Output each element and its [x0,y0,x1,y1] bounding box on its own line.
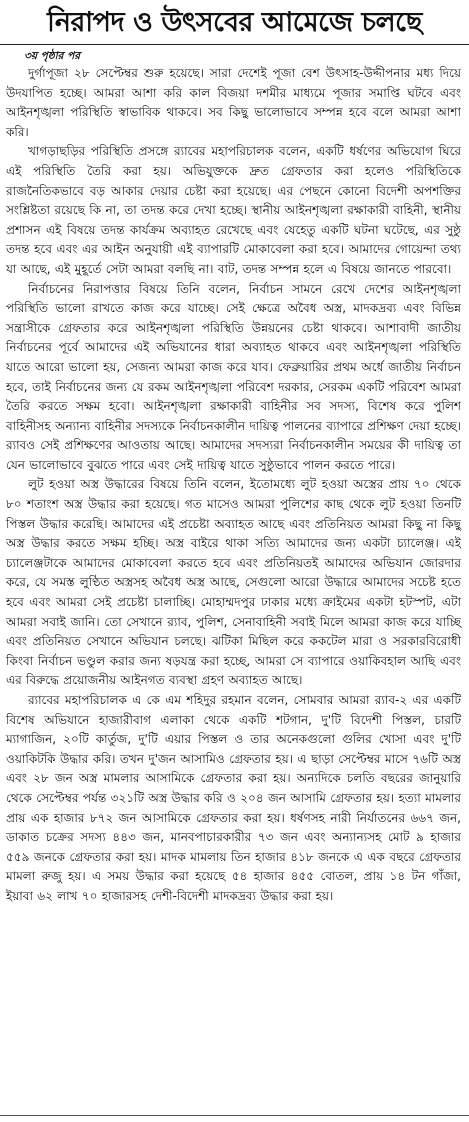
bottom-divider [0,1115,469,1116]
headline: নিরাপদ ও উৎসবের আমেজে চলছে [0,0,469,45]
continued-from-label: ৩য় পৃষ্ঠার পর [24,50,81,62]
article-paragraph: লুট হওয়া অস্ত্র উদ্ধারের বিষয়ে তিনি বলেন, ইতোমধ্যে লুট হওয়া অস্ত্রের প্রায় ৭০ থেকে ৮০ শতাংশ অস্ত্র উদ্ধার করা হয়েছে। গত মাসেও আমরা পুলিশের কাছ থেকে লুট হওয়া তিনটি পিস্তল উদ্ধার করেছি। আমাদের এই প্রচেষ্টা অব্যাহত আছে এবং প্রতিনিয়ত আমরা কিছু না কিছু অস্ত্র উদ্ধার করতে সক্ষম হচ্ছি। অস্ত্র বাইরে থাকা সত্যি আমাদের জন্য একটা চ্যালেঞ্জ। এই চ্যালেঞ্জটাকে আমাদের মোকাবেলা করতে হবে এবং প্রতিনিয়তই আমাদের অভিযান জোরদার করে, যে সমস্ত লুণ্ঠিত অস্ত্রসহ অবৈধ অস্ত্র আছে, সেগুলো আরো উদ্ধারে আমাদের সচেষ্ট হতে হবে এবং আমরা সেই প্রচেষ্টা চালাচ্ছি। মোহাম্মদপুর ঢাকার মধ্যে ক্রাইমের একটা হটস্পট, এটা আমরা সবাই জানি। তো সেখানে র‍্যাব, পুলিশ, সেনাবাহিনী সবাই মিলে আমরা কাজ করে যাচ্ছি এবং প্রতিনিয়ত সেখানে অভিযান চলছে। ঝটিকা মিছিল করে ককটেল মারা ও সরকারবিরোধী কিংবা নির্বাচন ভণ্ডুল করার জন্য ষড়যন্ত্র করা হচ্ছে, আমরা সে ব্যাপারে ওয়াকিবহাল আছি এবং এর বিরুদ্ধে প্রয়োজনীয় আইনগত ব্যবস্থা গ্রহণ অব্যাহত আছে। [6,477,461,688]
article-paragraph: নির্বাচনের নিরাপত্তার বিষয়ে তিনি বলেন, নির্বাচন সামনে রেখে দেশের আইনশৃঙ্খলা পরিস্থিতি ভালো রাখতে কাজ করে যাচ্ছে। সেই ক্ষেত্রে অবৈধ অস্ত্র, মাদকদ্রব্য এবং বিভিন্ন সন্ত্রাসীকে গ্রেফতার করে আইনশৃঙ্খলা পরিস্থিতি উন্নয়নের চেষ্টা থাকবে। আশাবাদী জাতীয় নির্বাচনের পূর্বে আমাদের এই অভিযানের ধারা অব্যাহত থাকবে এবং আইনশৃঙ্খলা পরিস্থিতি যাতে আরো ভালো হয়, সেজন্য আমরা কাজ করে যাব। ফেব্রুয়ারির প্রথম অর্ধে জাতীয় নির্বাচন হবে, তাই নির্বাচনের জন্য যে রকম আইনশৃঙ্খলা পরিবেশ দরকার, সেরকম একটি পরিবেশ আমরা তৈরি করতে সক্ষম হবো। আইনশৃঙ্খলা রক্ষাকারী বাহিনীর সব সদস্য, বিশেষ করে পুলিশ বাহিনীসহ অন্যান্য বাহিনীর সদস্যকে নির্বাচনকালীন দায়িত্ব পালনের ব্যাপারে প্রশিক্ষণ দেয়া হচ্ছে। র‍্যাবও সেই প্রশিক্ষণের আওতায় আছে। আমাদের সদস্যরা নির্বাচনকালীন সময়ের কী দায়িত্ব তা যেন ভালোভাবে বুঝতে পারে এবং সেই দায়িত্ব যাতে সুষ্ঠুভাবে পালন করতে পারে। [6,281,461,472]
article-paragraph: দুর্গাপূজা ২৮ সেপ্টেম্বর শুরু হয়েছে। সারা দেশেই পূজা বেশ উৎসাহ-উদ্দীপনার মধ্য দিয়ে উদযাপিত হচ্ছে। আমরা আশা করি কাল বিজয়া দশমীর মাধ্যমে পূজার সমাপ্তি ঘটবে এবং আইনশৃঙ্খলা পরিস্থিতি স্বাভাবিক থাকবে। সব কিছু ভালোভাবে সম্পন্ন হবে বলে আমরা আশা করি। [6,66,461,139]
article-paragraph: খাগড়াছড়ির পরিস্থিতি প্রসঙ্গে র‍্যাবের মহাপরিচালক বলেন, একটি ধর্ষণের অভিযোগ ঘিরে এই পরিস্থিতি তৈরি করা হয়। অভিযুক্তকে দ্রুত গ্রেফতার করা হলেও পরিস্থিতিকে রাজনৈতিকভাবে বড় আকার দেয়ার চেষ্টা করা হয়েছে। এর পেছনে কোনো বিদেশী অপশক্তির সংশ্লিষ্টতা রয়েছে কি না, তা তদন্ত করে দেখা হচ্ছে। স্থানীয় আইনশৃঙ্খলা রক্ষাকারী বাহিনী, স্থানীয় প্রশাসন এই বিষয়ে তদন্ত কার্যক্রম অব্যাহত রেখেছে এবং যেহেতু একটি ঘটনা ঘটেছে, এর সুষ্ঠু তদন্ত হবে এবং এর আইন অনুযায়ী এই ব্যাপারটি মোকাবেলা করা হবে। আমাদের গোয়েন্দা তথ্য যা আছে, এই মুহূর্তে সেটা আমরা বলছি না। বাট, তদন্ত সম্পন্ন হলে এ বিষয়ে জানতে পারবো। [6,144,461,276]
article-body [0,64,469,907]
article-paragraph: র‍্যাবের মহাপরিচালক এ কে এম শহিদুর রহমান বলেন, সোমবার আমরা র‍্যাব-২ এর একটি বিশেষ অভিযানে হাজারীবাগ এলাকা থেকে একটি শটগান, দু'টি বিদেশী পিস্তল, চারটি ম্যাগাজিন, ২০টি কার্তুজ, দু'টি এয়ার পিস্তল ও তার অনেকগুলো গুলির খোসা এবং দু'টি ওয়াকিটকি উদ্ধার করি। তখন দু'জন আসামিও গ্রেফতার হয়। এ ছাড়া সেপ্টেম্বর মাসে ৭৬টি অস্ত্র এবং ২৮ জন অস্ত্র মামলার আসামিকে গ্রেফতার করা হয়। অন্যদিকে চলতি বছরের জানুয়ারি থেকে সেপ্টেম্বর পর্যন্ত ৩২১টি অস্ত্র উদ্ধার করি ও ২০৪ জন আসামি গ্রেফতার হয়। হত্যা মামলার প্রায় এক হাজার ৮৭২ জন আসামিকে গ্রেফতার করা হয়। ধর্ষণসহ নারী নির্যাতনের ৬৬৭ জন, ডাকাত চক্রের সদস্য ৪৪৩ জন, মানবপাচারকারীর ৭৩ জন এবং অন্যান্যসহ মোট ৯ হাজার ৫৫৯ জনকে গ্রেফতার করা হয়। মাদক মামলায় তিন হাজার ৪১৮ জনকে এ এক বছরে গ্রেফতার মামলা রুজু হয়। এ সময় উদ্ধার করা হয়েছে ৫৪ হাজার ৪৫৫ বোতল, প্রায় ১৪ টন গাঁজা, ইয়াবা ৬২ লাখ ৭০ হাজারসহ দেশী-বিদেশী মাদকদ্রব্য উদ্ধার করা হয়। [6,693,461,903]
